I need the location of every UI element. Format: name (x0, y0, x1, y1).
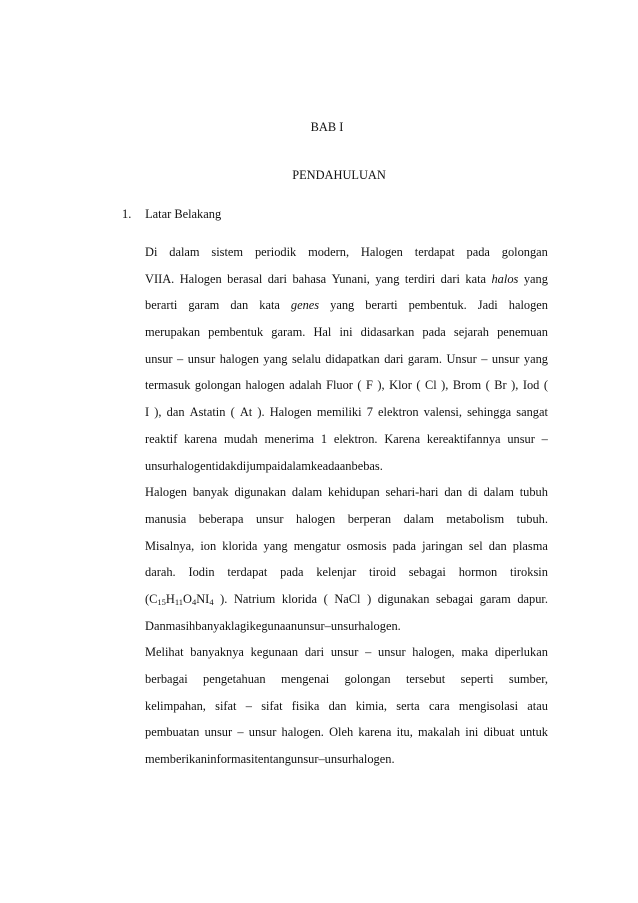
paragraph-line: Halogen banyak digunakan dalam kehidupan sehari-hari dan di dalam tubuh (145, 485, 548, 500)
chapter-heading: BAB I (310, 120, 344, 134)
paragraph-line: darah. Iodin terdapat pada kelenjar tiroid sebagai hormon tiroksin (145, 565, 548, 580)
paragraph-line: memberikan informasi tentang unsur – unsur halogen. (145, 752, 395, 767)
paragraph-line: Misalnya, ion klorida yang mengatur osmosis pada jaringan sel dan plasma (145, 538, 548, 553)
paragraph-line: unsur halogen tidak dijumpai dalam keadaan bebas. (145, 458, 383, 473)
section-number: 1. (122, 207, 132, 221)
paragraph-line: VIIA. Halogen berasal dari bahasa Yunani, yang terdiri dari kata halos yang (145, 271, 548, 286)
paragraph-line: I ), dan Astatin ( At ). Halogen memiliki 7 elektron valensi, sehingga sangat (145, 405, 548, 420)
paragraph-line: ($C_{15}H_{11}O_4NI_4$ ). Natrium klorida ( NaCl ) digunakan sebagai garam dapur. (145, 591, 548, 607)
chapter-title: PENDAHULUAN (292, 168, 386, 182)
paragraph-line: merupakan pembentuk garam. Hal ini didasarkan pada sejarah penemuan (145, 325, 548, 340)
paragraph-line: Melihat banyaknya kegunaan dari unsur – unsur halogen, maka diperlukan (145, 645, 548, 660)
paragraph-line: pembuatan unsur – unsur halogen. Oleh karena itu, makalah ini dibuat untuk (145, 725, 548, 740)
paragraph-line: berbagai pengetahuan mengenai golongan tersebut seperti sumber, (145, 672, 548, 686)
paragraph-line: reaktif karena mudah menerima 1 elektron. Karena kereaktifannya unsur – (145, 431, 548, 446)
paragraph-line: berarti garam dan kata genes yang berarti pembentuk. Jadi halogen (145, 298, 548, 313)
body-text (145, 244, 548, 778)
section-title: Latar Belakang (145, 207, 222, 221)
paragraph-line: termasuk golongan halogen adalah Fluor ( F ), Klor ( Cl ), Brom ( Br ), Iod ( (145, 378, 548, 393)
paragraph-line: unsur – unsur halogen yang selalu didapatkan dari garam. Unsur – unsur yang (145, 351, 548, 366)
paragraph-line: kelimpahan, sifat – sifat fisika dan kimia, serta cara mengisolasi atau (145, 698, 548, 713)
paragraph-line: Di dalam sistem periodik modern, Halogen terdapat pada golongan (145, 245, 548, 259)
paragraph-line: manusia beberapa unsur halogen berperan dalam metabolism tubuh. (145, 511, 548, 526)
section-heading (122, 207, 221, 222)
paragraph-line: Dan masih banyak lagi kegunaan unsur – unsur halogen. (145, 618, 401, 633)
